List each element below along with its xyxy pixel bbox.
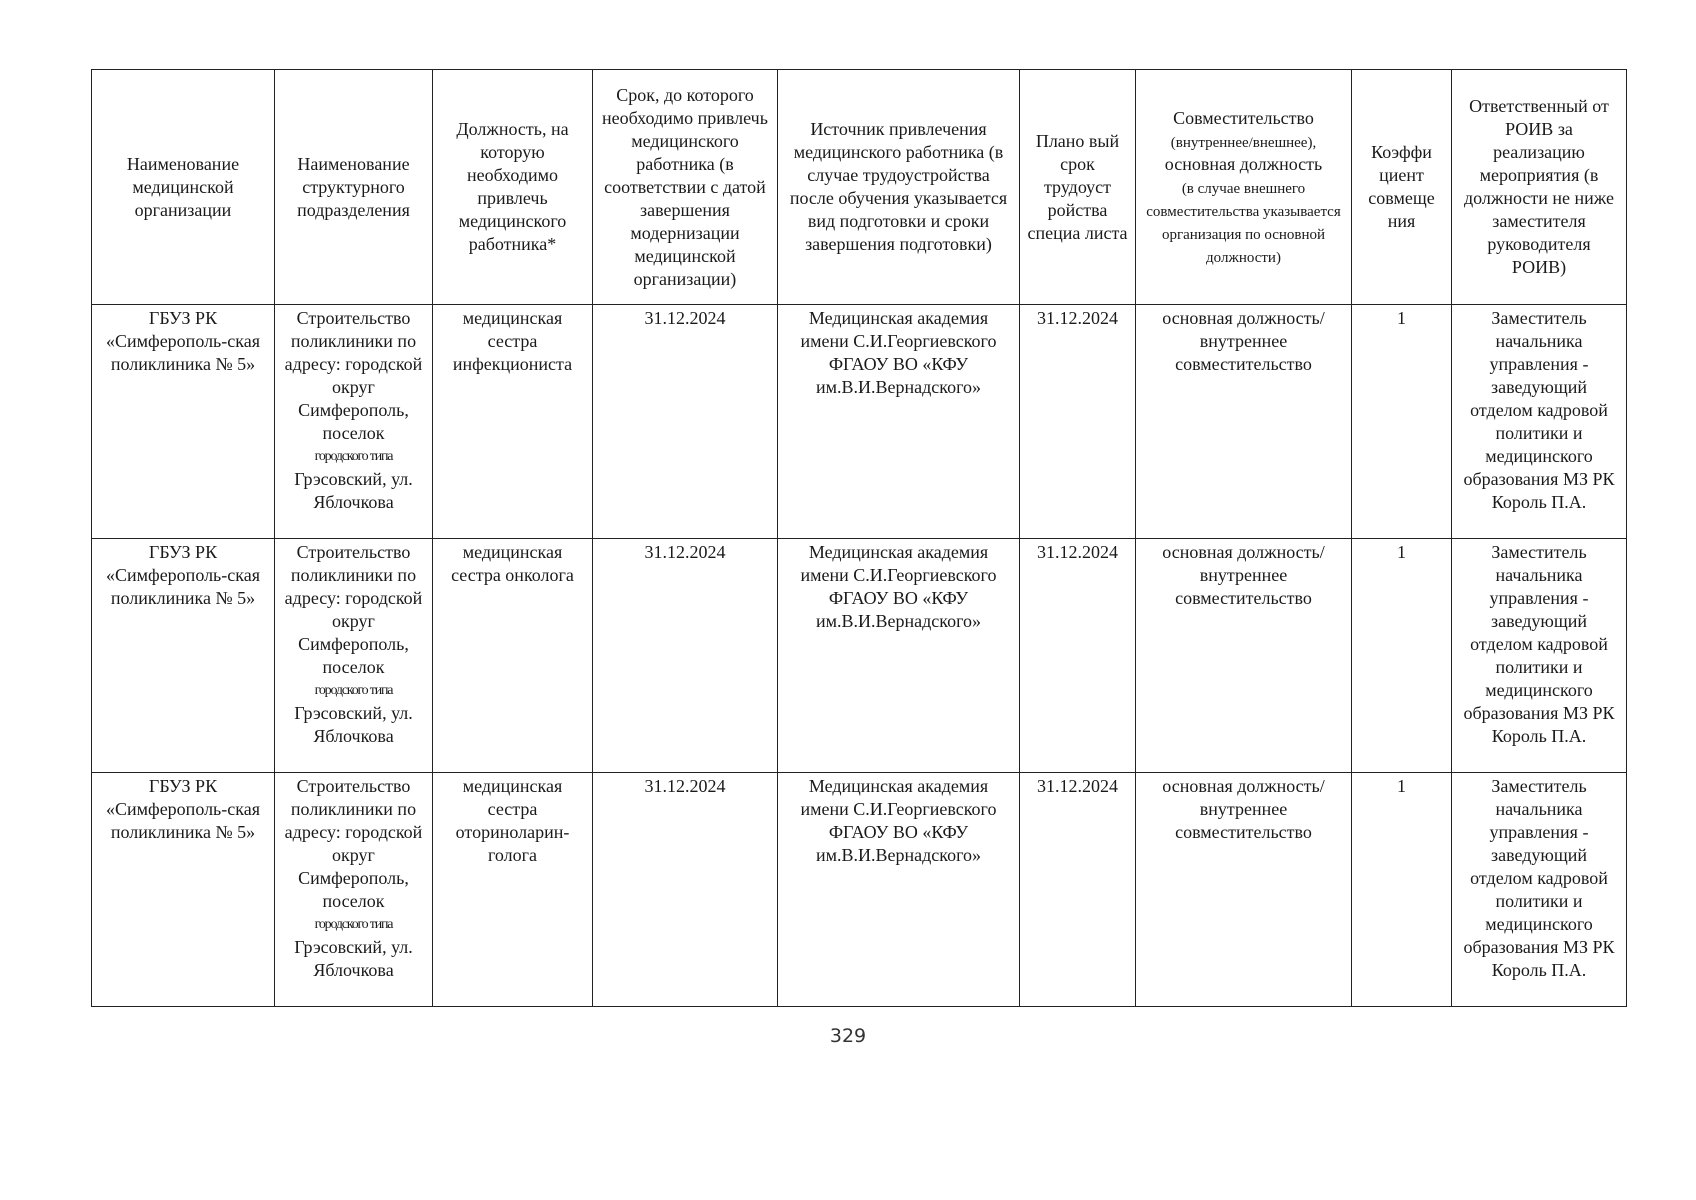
cell-combination: основная должность/ внутреннее совместительство: [1136, 305, 1352, 539]
cell-source: Медицинская академия имени С.И.Георгиевского ФГАОУ ВО «КФУ им.В.И.Вернадского»: [778, 773, 1020, 1007]
cell-source: Медицинская академия имени С.И.Георгиевского ФГАОУ ВО «КФУ им.В.И.Вернадского»: [778, 539, 1020, 773]
header-subdivision: Наименование структурного подразделения: [275, 70, 433, 305]
subdivision-compressed: городского типа: [314, 449, 393, 464]
page-number: 329: [829, 1025, 867, 1047]
cell-planned: 31.12.2024: [1020, 305, 1136, 539]
header-position: Должность, на которую необходимо привлечь медицинского работника*: [433, 70, 593, 305]
header-combination-main: Совместительство: [1173, 107, 1314, 128]
cell-responsible: Заместитель начальника управления - заведующий отделом кадровой политики и медицинского образования МЗ РК Король П.А.: [1452, 539, 1627, 773]
subdivision-address: Грэсовский, ул. Яблочкова: [294, 469, 413, 512]
cell-responsible: Заместитель начальника управления - заведующий отделом кадровой политики и медицинского образования МЗ РК Король П.А.: [1452, 773, 1627, 1007]
header-combination: [1136, 70, 1352, 305]
cell-coefficient: 1: [1352, 539, 1452, 773]
cell-responsible: Заместитель начальника управления - заведующий отделом кадровой политики и медицинского образования МЗ РК Король П.А.: [1452, 305, 1627, 539]
cell-position: медицинская сестра онколога: [433, 539, 593, 773]
table-row: [92, 539, 1627, 773]
subdivision-text: Строительство поликлиники по адресу: городской округ Симферополь, поселок: [284, 776, 423, 911]
cell-planned: 31.12.2024: [1020, 539, 1136, 773]
cell-coefficient: 1: [1352, 773, 1452, 1007]
staffing-table: [91, 69, 1627, 1007]
cell-planned: 31.12.2024: [1020, 773, 1136, 1007]
cell-combination: основная должность/ внутреннее совместительство: [1136, 773, 1352, 1007]
header-org: Наименование медицинской организации: [92, 70, 275, 305]
cell-org: ГБУЗ РК «Симферополь-ская поликлиника № 5»: [92, 539, 275, 773]
cell-org: ГБУЗ РК «Симферополь-ская поликлиника № 5»: [92, 773, 275, 1007]
cell-combination: основная должность/ внутреннее совместительство: [1136, 539, 1352, 773]
header-source: Источник привлечения медицинского работника (в случае трудоустройства после обучения указывается вид подготовки и сроки завершения подготовки): [778, 70, 1020, 305]
cell-subdivision: [275, 773, 433, 1007]
subdivision-address: Грэсовский, ул. Яблочкова: [294, 937, 413, 980]
cell-subdivision: [275, 539, 433, 773]
header-combination-mid: основная должность: [1164, 153, 1323, 174]
cell-coefficient: 1: [1352, 305, 1452, 539]
table-row: [92, 773, 1627, 1007]
subdivision-compressed: городского типа: [314, 683, 393, 698]
subdivision-text: Строительство поликлиники по адресу: городской округ Симферополь, поселок: [284, 542, 423, 677]
header-coefficient: Коэффи циент совмеще ния: [1352, 70, 1452, 305]
header-responsible: Ответственный от РОИВ за реализацию мероприятия (в должности не ниже заместителя руководителя РОИВ): [1452, 70, 1627, 305]
cell-deadline: 31.12.2024: [593, 305, 778, 539]
header-combination-types: (внутреннее/внешнее),: [1170, 134, 1317, 151]
header-row: [92, 70, 1627, 305]
cell-source: Медицинская академия имени С.И.Георгиевского ФГАОУ ВО «КФУ им.В.И.Вернадского»: [778, 305, 1020, 539]
subdivision-address: Грэсовский, ул. Яблочкова: [294, 703, 413, 746]
cell-deadline: 31.12.2024: [593, 539, 778, 773]
subdivision-text: Строительство поликлиники по адресу: городской округ Симферополь, поселок: [284, 308, 423, 443]
cell-deadline: 31.12.2024: [593, 773, 778, 1007]
cell-position: медицинская сестра оториноларин-голога: [433, 773, 593, 1007]
table-row: [92, 305, 1627, 539]
header-deadline: Срок, до которого необходимо привлечь медицинского работника (в соответствии с датой завершения модернизации медицинской организации): [593, 70, 778, 305]
cell-subdivision: [275, 305, 433, 539]
header-planned: Плано вый срок трудоуст ройства специа листа: [1020, 70, 1136, 305]
cell-org: ГБУЗ РК «Симферополь-ская поликлиника № 5»: [92, 305, 275, 539]
subdivision-compressed: городского типа: [314, 917, 393, 932]
header-combination-note: (в случае внешнего совместительства указывается организация по основной должности): [1146, 180, 1341, 266]
cell-position: медицинская сестра инфекциониста: [433, 305, 593, 539]
